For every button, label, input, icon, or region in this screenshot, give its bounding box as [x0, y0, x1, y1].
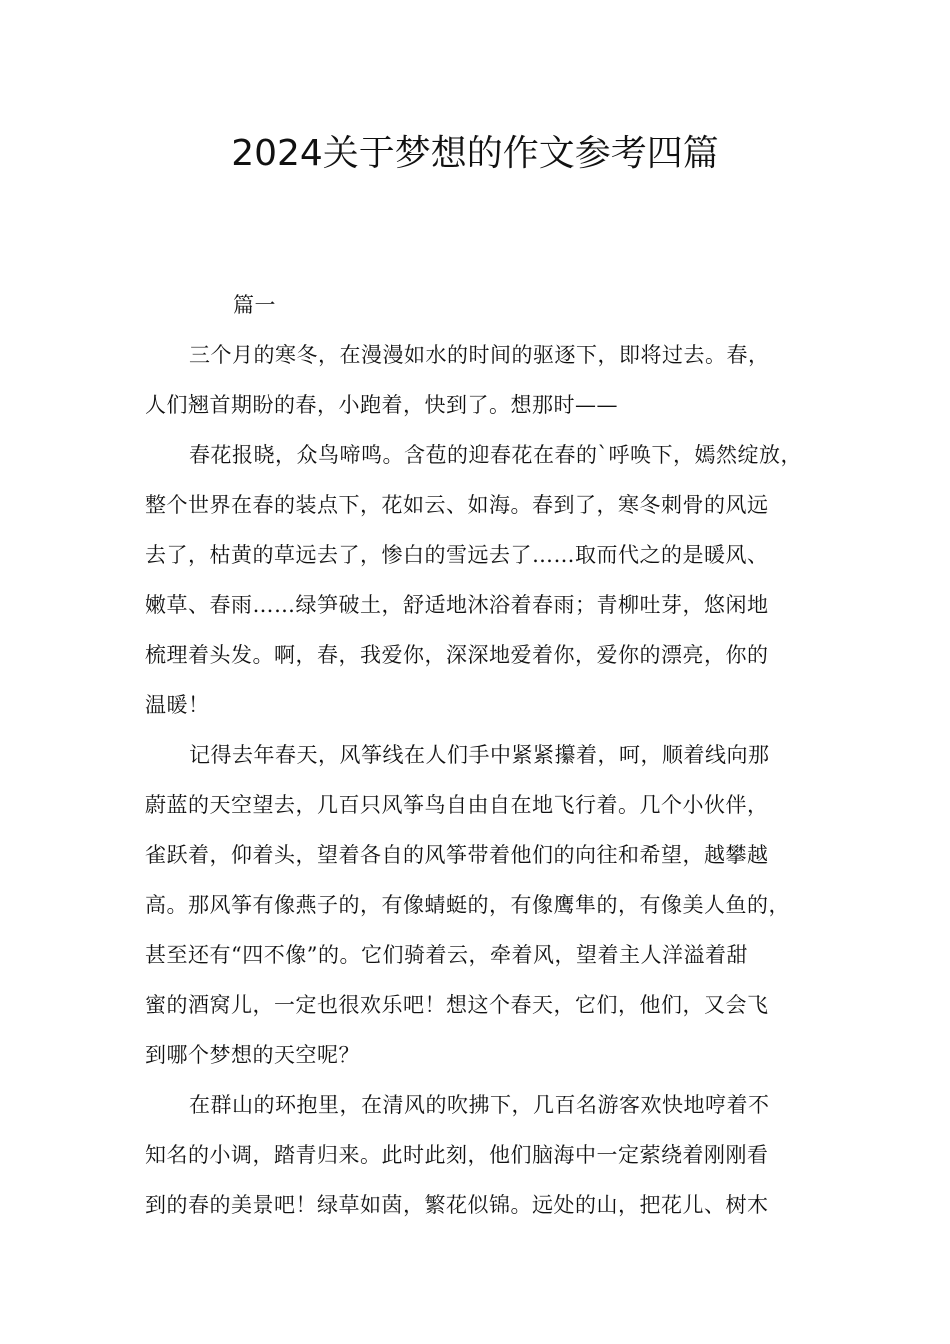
text-line: 梳理着头发。啊，春，我爱你，深深地爱着你，爱你的漂亮，你的 [145, 643, 769, 667]
text-line: 春花报晓，众鸟啼鸣。含苞的迎春花在春的`呼唤下，嫣然绽放， [189, 443, 802, 467]
document-title: 2024关于梦想的作文参考四篇 [231, 133, 719, 174]
text-line: 雀跃着，仰着头，望着各自的风筝带着他们的向往和希望，越攀越 [145, 843, 769, 867]
text-line: 在群山的环抱里，在清风的吹拂下，几百名游客欢快地哼着不 [189, 1093, 770, 1117]
text-line: 高。那风筝有像燕子的，有像蜻蜓的，有像鹰隼的，有像美人鱼的， [145, 893, 790, 917]
text-line: 嫩草、春雨……绿笋破土，舒适地沐浴着春雨；青柳吐芽，悠闲地 [145, 593, 769, 617]
text-line: 到哪个梦想的天空呢？ [145, 1043, 360, 1067]
text-line: 三个月的寒冬，在漫漫如水的时间的驱逐下，即将过去。春， [189, 343, 770, 367]
section-label: 篇一 [233, 293, 276, 317]
text-line: 蔚蓝的天空望去，几百只风筝鸟自由自在地飞行着。几个小伙伴， [145, 793, 769, 817]
text-line: 甚至还有“四不像”的。它们骑着云，牵着风，望着主人洋溢着甜 [145, 943, 748, 967]
text-line: 人们翘首期盼的春，小跑着，快到了。想那时—— [145, 393, 618, 417]
text-line: 记得去年春天，风筝线在人们手中紧紧攥着，呵，顺着线向那 [189, 743, 770, 767]
text-line: 整个世界在春的装点下，花如云、如海。春到了，寒冬刺骨的风远 [145, 493, 769, 517]
text-line: 温暖！ [145, 693, 210, 717]
text-line: 知名的小调，踏青归来。此时此刻，他们脑海中一定萦绕着刚刚看 [145, 1143, 769, 1167]
text-line: 蜜的酒窝儿，一定也很欢乐吧！想这个春天，它们，他们，又会飞 [145, 993, 769, 1017]
text-line: 到的春的美景吧！绿草如茵，繁花似锦。远处的山，把花儿、树木 [145, 1193, 769, 1217]
text-line: 去了，枯黄的草远去了，惨白的雪远去了……取而代之的是暖风、 [145, 543, 769, 567]
document-body [145, 280, 825, 1230]
